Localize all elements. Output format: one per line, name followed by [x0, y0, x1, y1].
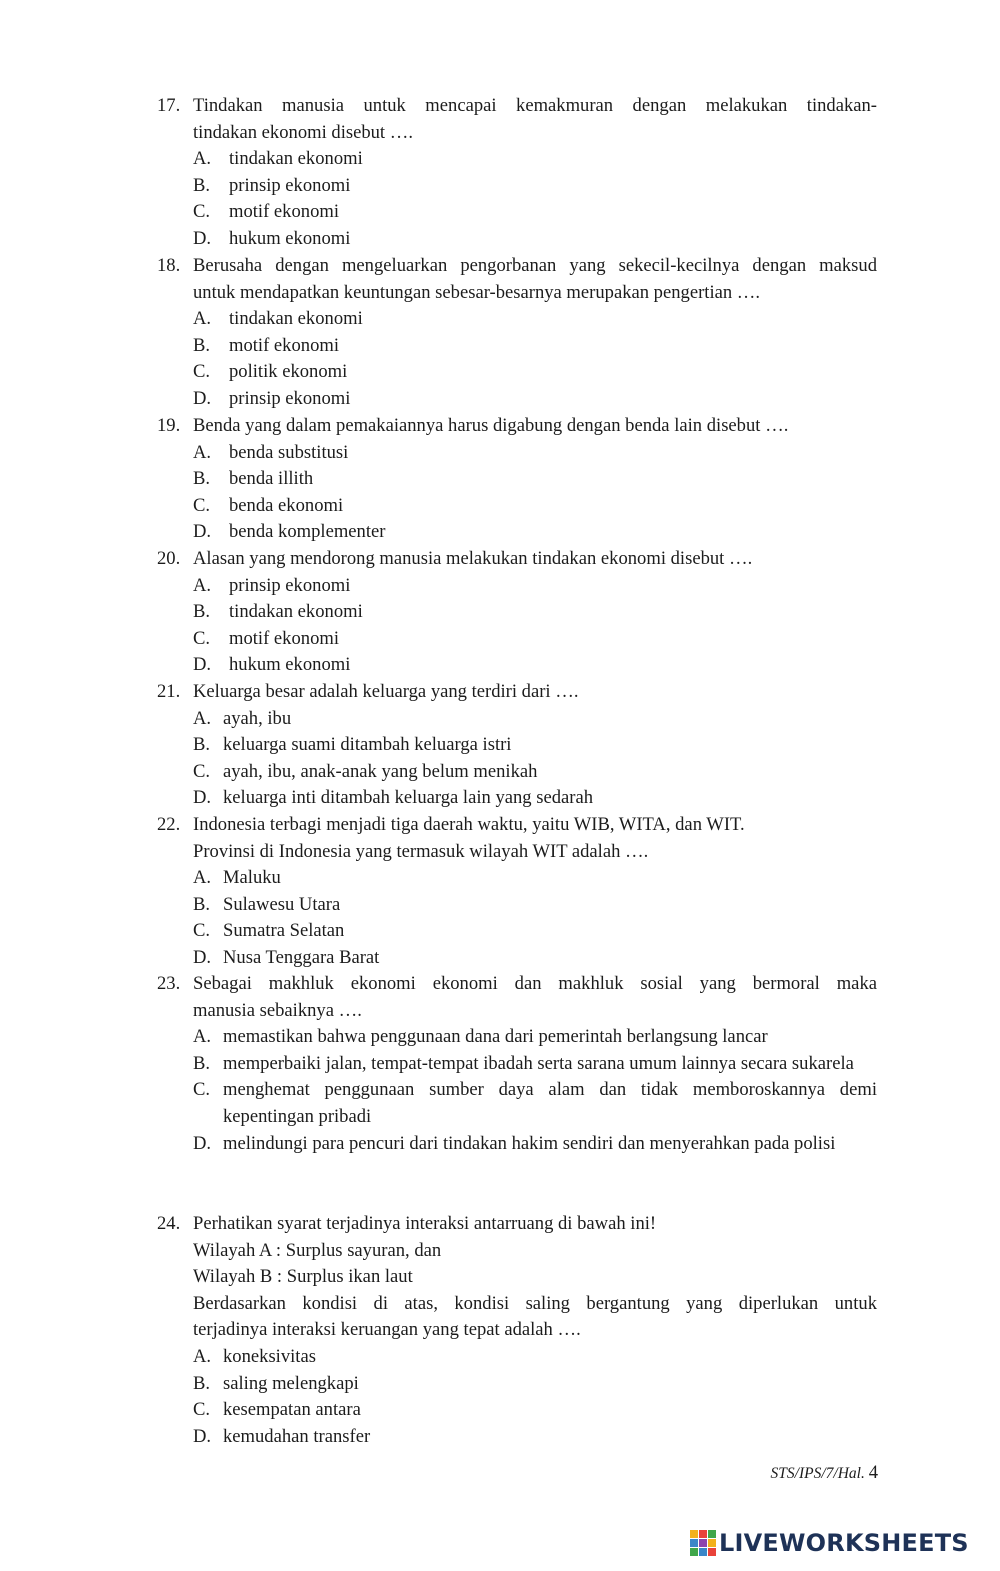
question-number: 22. [157, 814, 181, 835]
option-text: saling melengkapi [223, 1372, 359, 1394]
question-text: Perhatikan syarat terjadinya interaksi antarruang di bawah ini! [193, 1213, 657, 1234]
option-text: Maluku [223, 867, 281, 889]
answer-option-b[interactable] [193, 732, 877, 759]
answer-option-a[interactable] [193, 1344, 877, 1371]
answer-option-d[interactable] [193, 386, 877, 413]
option-text: ayah, ibu, anak-anak yang belum menikah [223, 760, 538, 782]
answer-option-d[interactable] [193, 785, 877, 812]
option-text: tindakan ekonomi [229, 601, 363, 623]
option-text: prinsip ekonomi [229, 574, 351, 596]
answer-option-c[interactable] [193, 626, 877, 653]
question-number: 17. [157, 95, 181, 116]
question-text: Berusaha dengan mengeluarkan pengorbanan yang sekecil-kecilnya dengan maksud [193, 255, 877, 276]
option-letter: B. [193, 174, 211, 196]
option-letter: D. [193, 387, 212, 409]
answer-option-b[interactable] [193, 333, 877, 360]
answer-option-a[interactable] [193, 306, 877, 333]
question-number: 24. [157, 1213, 181, 1234]
answer-option-c[interactable] [193, 918, 877, 945]
answer-option-d[interactable] [193, 226, 877, 253]
liveworksheets-logo-icon [690, 1530, 716, 1556]
option-letter: C. [193, 494, 211, 516]
answer-option-a[interactable] [193, 1024, 877, 1051]
option-letter: C. [193, 1079, 211, 1101]
option-text: memastikan bahwa penggunaan dana dari pemerintah berlangsung lancar [223, 1026, 768, 1048]
question-text: Benda yang dalam pemakaiannya harus digabung dengan benda lain disebut …. [193, 415, 789, 436]
question-22 [157, 812, 877, 972]
question-24 [157, 1211, 877, 1450]
answer-option-c[interactable] [193, 493, 877, 520]
question-text: manusia sebaiknya …. [193, 999, 362, 1021]
option-letter: C. [193, 201, 211, 223]
option-text: benda komplementer [229, 521, 386, 543]
question-text: Berdasarkan kondisi di atas, kondisi saling bergantung yang diperlukan untuk [193, 1292, 877, 1314]
option-letter: A. [193, 441, 212, 463]
option-text: motif ekonomi [229, 627, 340, 649]
option-text: ayah, ibu [223, 707, 292, 729]
option-text: prinsip ekonomi [229, 174, 351, 196]
question-text: Sebagai makhluk ekonomi ekonomi dan makhluk sosial yang bermoral maka [193, 973, 877, 994]
option-text: motif ekonomi [229, 201, 340, 223]
answer-option-b[interactable] [193, 892, 877, 919]
question-text: untuk mendapatkan keuntungan sebesar-besarnya merupakan pengertian …. [193, 281, 761, 303]
option-text: motif ekonomi [229, 334, 340, 356]
answer-option-c[interactable] [193, 759, 877, 786]
answer-option-c[interactable] [193, 199, 877, 226]
page-number: 4 [868, 1462, 878, 1483]
answer-option-b[interactable] [193, 466, 877, 493]
answer-option-d[interactable] [193, 652, 877, 679]
option-text: kesempatan antara [223, 1399, 361, 1421]
answer-option-a[interactable] [193, 573, 877, 600]
option-text: benda illith [229, 468, 314, 490]
question-19 [157, 413, 877, 546]
option-letter: A. [193, 574, 212, 596]
answer-option-d[interactable] [193, 519, 877, 546]
option-text: hukum ekonomi [229, 227, 351, 249]
question-23 [157, 971, 877, 1157]
option-letter: B. [193, 334, 211, 356]
answer-option-a[interactable] [193, 865, 877, 892]
option-letter: A. [193, 148, 212, 170]
option-letter: C. [193, 361, 211, 383]
question-text: tindakan ekonomi disebut …. [193, 121, 413, 143]
brand-name: LIVEWORKSHEETS [719, 1529, 969, 1557]
option-text: koneksivitas [223, 1345, 316, 1367]
option-letter: C. [193, 760, 211, 782]
option-text: keluarga suami ditambah keluarga istri [223, 734, 512, 756]
option-letter: B. [193, 893, 211, 915]
option-letter: C. [193, 627, 211, 649]
option-letter: C. [193, 1399, 211, 1421]
question-number: 23. [157, 973, 181, 994]
answer-option-a[interactable] [193, 440, 877, 467]
answer-option-a[interactable] [193, 146, 877, 173]
answer-option-c[interactable] [193, 359, 877, 386]
option-text: Sumatra Selatan [223, 920, 345, 942]
option-text: politik ekonomi [229, 361, 348, 383]
answer-option-c[interactable] [193, 1397, 877, 1424]
answer-option-d[interactable] [193, 1131, 877, 1158]
question-number: 21. [157, 681, 181, 702]
option-text: hukum ekonomi [229, 654, 351, 676]
option-letter: D. [193, 1132, 212, 1154]
option-letter: B. [193, 468, 211, 490]
option-letter: A. [193, 707, 212, 729]
option-letter: B. [193, 601, 211, 623]
option-letter: B. [193, 734, 211, 756]
option-letter: D. [193, 1425, 212, 1447]
question-text: Keluarga besar adalah keluarga yang terdiri dari …. [193, 681, 579, 702]
option-text: kemudahan transfer [223, 1425, 371, 1447]
question-number: 18. [157, 255, 181, 276]
question-21 [157, 679, 877, 812]
option-text: memperbaiki jalan, tempat-tempat ibadah serta sarana umum lainnya secara sukarela [223, 1052, 854, 1074]
page-footer [771, 1462, 878, 1484]
answer-option-c[interactable] [193, 1077, 877, 1130]
question-text: Wilayah A : Surplus sayuran, dan [193, 1239, 442, 1261]
option-letter: C. [193, 920, 211, 942]
option-text: Nusa Tenggara Barat [223, 946, 380, 968]
answer-option-b[interactable] [193, 599, 877, 626]
option-text: tindakan ekonomi [229, 148, 363, 170]
option-letter: D. [193, 227, 212, 249]
option-text: menghemat penggunaan sumber daya alam dan tidak memboroskannya demi kepentingan pribadi [223, 1079, 877, 1127]
question-text: Wilayah B : Surplus ikan laut [193, 1266, 413, 1288]
option-letter: D. [193, 787, 212, 809]
option-letter: B. [193, 1052, 211, 1074]
answer-option-a[interactable] [193, 706, 877, 733]
option-letter: D. [193, 521, 212, 543]
answer-option-d[interactable] [193, 1424, 877, 1451]
option-letter: A. [193, 1345, 212, 1367]
option-letter: A. [193, 1026, 212, 1048]
answer-option-d[interactable] [193, 945, 877, 972]
question-text: Alasan yang mendorong manusia melakukan tindakan ekonomi disebut …. [193, 548, 753, 569]
option-letter: A. [193, 308, 212, 330]
question-text: terjadinya interaksi keruangan yang tepat adalah …. [193, 1319, 581, 1341]
question-text: Provinsi di Indonesia yang termasuk wilayah WIT adalah …. [193, 840, 649, 862]
answer-option-b[interactable] [193, 1371, 877, 1398]
question-18 [157, 253, 877, 413]
option-letter: A. [193, 867, 212, 889]
option-letter: D. [193, 946, 212, 968]
question-number: 20. [157, 548, 181, 569]
liveworksheets-brand [690, 1528, 969, 1558]
option-text: Sulawesu Utara [223, 893, 341, 915]
option-text: benda substitusi [229, 441, 349, 463]
question-number: 19. [157, 415, 181, 436]
question-17 [157, 93, 877, 253]
option-text: tindakan ekonomi [229, 308, 363, 330]
question-text: Tindakan manusia untuk mencapai kemakmuran dengan melakukan tindakan- [193, 95, 877, 116]
option-text: keluarga inti ditambah keluarga lain yang sedarah [223, 787, 594, 809]
footer-code: STS/IPS/7/Hal. [770, 1465, 865, 1482]
answer-option-b[interactable] [193, 1051, 877, 1078]
question-text: Indonesia terbagi menjadi tiga daerah waktu, yaitu WIB, WITA, dan WIT. [193, 814, 745, 835]
option-text: benda ekonomi [229, 494, 344, 516]
option-letter: B. [193, 1372, 211, 1394]
option-text: prinsip ekonomi [229, 387, 351, 409]
answer-option-b[interactable] [193, 173, 877, 200]
question-20 [157, 546, 877, 679]
option-text: melindungi para pencuri dari tindakan hakim sendiri dan menyerahkan pada polisi [223, 1132, 836, 1154]
option-letter: D. [193, 654, 212, 676]
